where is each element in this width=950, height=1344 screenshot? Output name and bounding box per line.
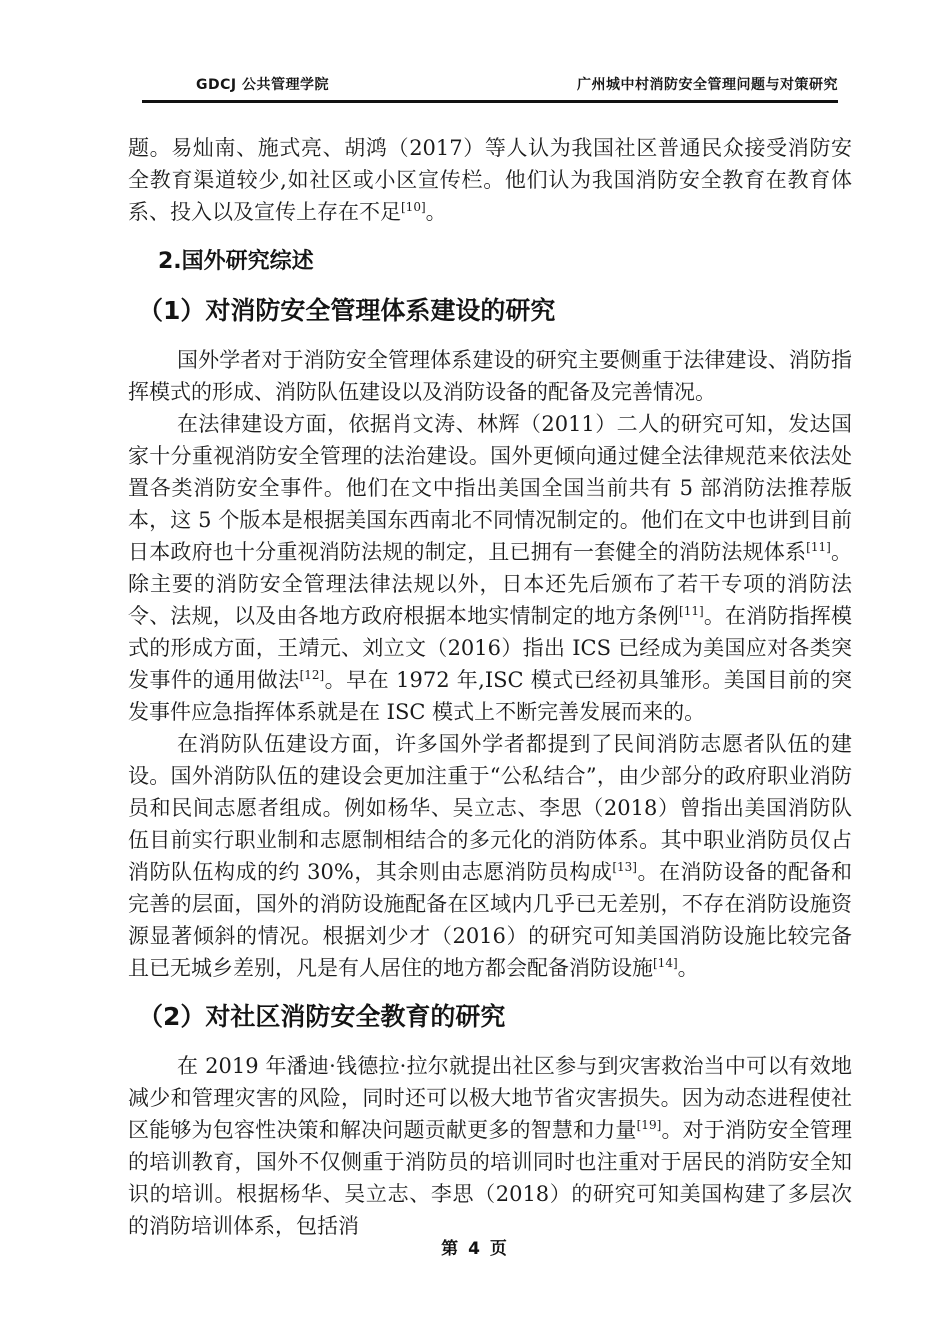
- section-heading: 2.国外研究综述: [158, 249, 314, 274]
- header-school-name: GDCJ 公共管理学院: [196, 77, 329, 93]
- header-thesis-title: 广州城中村消防安全管理问题与对策研究: [577, 77, 838, 93]
- citation-reference: [11]: [806, 540, 831, 554]
- paragraph: 在消防队伍建设方面，许多国外学者都提到了民间消防志愿者队伍的建设。国外消防队伍的建设会更加注重于“公私结合”，由少部分的政府职业消防员和民间志愿者组成。例如杨华、吴立志、李思（2018）曾指出美国消防队伍目前实行职业制和志愿制相结合的多元化的消防体系。其中职业消防员仅占消防队伍构成的约 30%，其余则由志愿消防员构成[13]。在消防设备的配备和完善的层面，国外的消防设施配备在区域内几乎已无差别，不存在消防设施资源显著倾斜的情况。根据刘少才（2016）的研究可知美国消防设施比较完备且已无城乡差别，凡是有人居住的地方都会配备消防设施[14]。: [128, 732, 852, 980]
- citation-reference: [11]: [679, 604, 704, 618]
- page-footer: [0, 1234, 950, 1259]
- citation-reference: [19]: [636, 1118, 662, 1132]
- citation-reference: [10]: [401, 200, 426, 214]
- document-body: [128, 132, 852, 1242]
- paragraph: 在法律建设方面，依据肖文涛、林辉（2011）二人的研究可知，发达国家十分重视消防安全管理的法治建设。国外更倾向通过健全法律规范来依法处置各类消防安全事件。他们在文中指出美国全国当前共有 5 部消防法推荐版本，这 5 个版本是根据美国东西南北不同情况制定的。他们在文中也讲到目前日本政府也十分重视消防法规的制定，且已拥有一套健全的消防法规体系[11]。除主要的消防安全管理法律法规以外，日本还先后颁布了若干专项的消防法令、法规，以及由各地方政府根据本地实情制定的地方条例[11]。在消防指挥模式的形成方面，王靖元、刘立文（2016）指出 ICS 已经成为美国应对各类突发事件的通用做法[12]。早在 1972 年,ISC 模式已经初具雏形。美国目前的突发事件应急指挥体系就是在 ISC 模式上不断完善发展而来的。: [128, 412, 853, 724]
- paragraph: 国外学者对于消防安全管理体系建设的研究主要侧重于法律建设、消防指挥模式的形成、消防队伍建设以及消防设备的配备及完善情况。: [128, 348, 852, 404]
- page-number-label: 第 4 页: [441, 1239, 509, 1259]
- subsection-heading: （1）对消防安全管理体系建设的研究: [138, 296, 556, 325]
- subsection-heading: （2）对社区消防安全教育的研究: [138, 1002, 506, 1031]
- citation-reference: [13]: [612, 860, 637, 874]
- citation-reference: [14]: [653, 956, 678, 970]
- page-header: [142, 74, 838, 103]
- citation-reference: [12]: [299, 668, 325, 682]
- paragraph: 在 2019 年潘迪·钱德拉·拉尔就提出社区参与到灾害救治当中可以有效地减少和管理灾害的风险，同时还可以极大地节省灾害损失。因为动态进程使社区能够为包容性决策和解决问题贡献更多的智慧和力量[19]。对于消防安全管理的培训教育，国外不仅侧重于消防员的培训同时也注重对于居民的消防安全知识的培训。根据杨华、吴立志、李思（2018）的研究可知美国构建了多层次的消防培训体系，包括消: [128, 1054, 852, 1238]
- paragraph: 题。易灿南、施式亮、胡鸿（2017）等人认为我国社区普通民众接受消防安全教育渠道较少,如社区或小区宣传栏。他们认为我国消防安全教育在教育体系、投入以及宣传上存在不足[10]。: [128, 136, 852, 224]
